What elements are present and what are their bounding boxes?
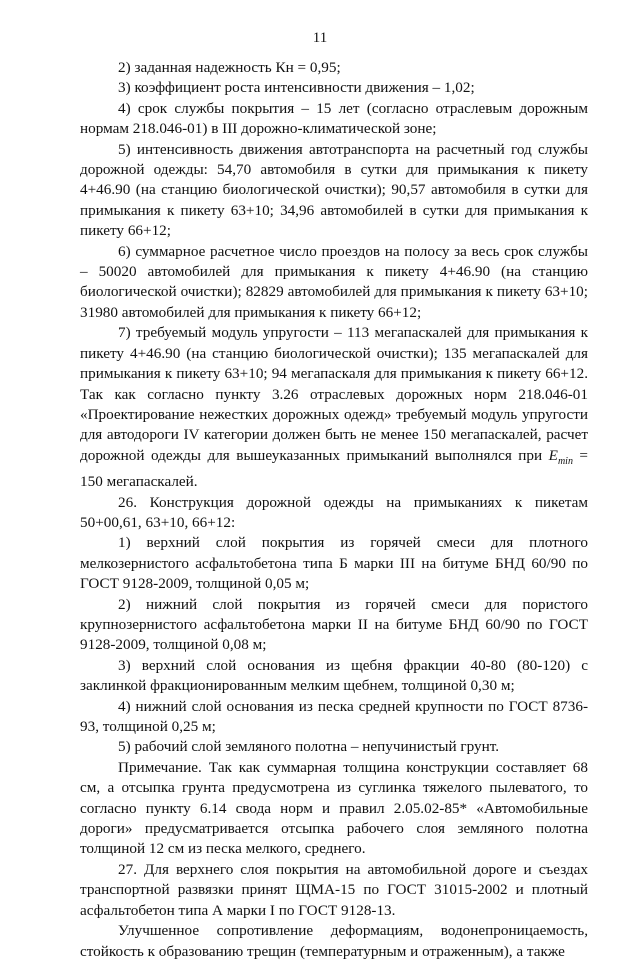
page-number: 11 [312, 30, 328, 46]
paragraph-total-passes: 6) суммарное расчетное число проездов на полосу за весь срок службы – 50020 автомобилей для примыкания к пикету 4+46.90 (на станцию биологической очистки); 82829 автомобилей для примыкания к пикету 63+10; 31980 автомобилей для примыкания к пикету 66+12; [80, 242, 588, 321]
paragraph-26-heading: 26. Конструкция дорожной одежды на примыканиях к пикетам 50+00,61, 63+10, 66+12: [80, 493, 588, 531]
layer-4: 4) нижний слой основания из песка средней крупности по ГОСТ 8736-93, толщиной 0,25 м; [80, 697, 588, 736]
layer-3: 3) верхний слой основания из щебня фракции 40-80 (80-120) с заклинкой фракционированным мелким щебнем, толщиной 0,30 м; [80, 656, 588, 695]
paragraph-elastic-modulus [80, 323, 588, 492]
modulus-text: 7) требуемый модуль упругости – 113 мегапаскалей для примыкания к пикету 4+46.90 (на станцию биологической очистки); 135 мегапаскалей для примыкания к пикету 63+10; 94 мегапаскаля для примыкания к пикету 66+12. Так как согласно пункту 3.26 отраслевых дорожных норм 218.046-01 «Проектирование нежестких дорожных одежд» требуемый модуль упругости для автодороги IV категории должен быть не менее 150 мегапаскалей, расчет дорожной одежды для вышеуказанных примыканий выполнялся при [80, 324, 588, 464]
paragraph-improved-resistance: Улучшенное сопротивление деформациям, водонепроницаемость, стойкость к образованию трещин (температурным и отраженным), а также [80, 922, 588, 960]
paragraph-reliability: 2) заданная надежность Кн = 0,95; [118, 59, 341, 76]
modulus-value: = 150 мегапаскалей. [80, 446, 588, 491]
emin-subscript: min [557, 455, 573, 467]
document-body [80, 58, 588, 962]
paragraph-traffic-intensity: 5) интенсивность движения автотранспорта на расчетный год службы дорожной одежды: 54,70 автомобиля в сутки для примыкания к пикету 4+46.90 (на станцию биологической очистки); 90,57 автомобиля в сутки для примыкания к пикету 63+10; 34,96 автомобилей в сутки для примыкания к пикету 66+12; [80, 140, 588, 240]
paragraph-service-life: 4) срок службы покрытия – 15 лет (согласно отраслевым дорожным нормам 218.046-01) в III дорожно-климатической зоне; [80, 99, 588, 138]
emin-letter: E [548, 446, 558, 464]
paragraph-27: 27. Для верхнего слоя покрытия на автомобильной дороге и съездах транспортной развязки принят ЩМА-15 по ГОСТ 31015-2002 и плотный асфальтобетон типа А марки I по ГОСТ 9128-13. [80, 860, 588, 919]
layer-1: 1) верхний слой покрытия из горячей смеси для плотного мелкозернистого асфальтобетона типа Б марки III на битуме БНД 60/90 по ГОСТ 9128-2009, толщиной 0,05 м; [80, 534, 588, 593]
layer-2: 2) нижний слой покрытия из горячей смеси для пористого крупнозернистого асфальтобетона марки II на битуме БНД 60/90 по ГОСТ 9128-2009, толщиной 0,08 м; [80, 595, 588, 654]
emin-symbol [548, 446, 573, 467]
paragraph-note: Примечание. Так как суммарная толщина конструкции составляет 68 см, а отсыпка грунта предусмотрена из суглинка тяжелого пылеватого, то согласно пункту 6.14 свода норм и правил 2.05.02-85* «Автомобильные дороги» предусматривается отсыпка рабочего слоя земляного полотна толщиной 12 см из песка мелкого, среднего. [80, 758, 588, 858]
layer-5: 5) рабочий слой земляного полотна – непучинистый грунт. [118, 738, 500, 756]
paragraph-traffic-growth: 3) коэффициент роста интенсивности движения – 1,02; [118, 79, 475, 97]
